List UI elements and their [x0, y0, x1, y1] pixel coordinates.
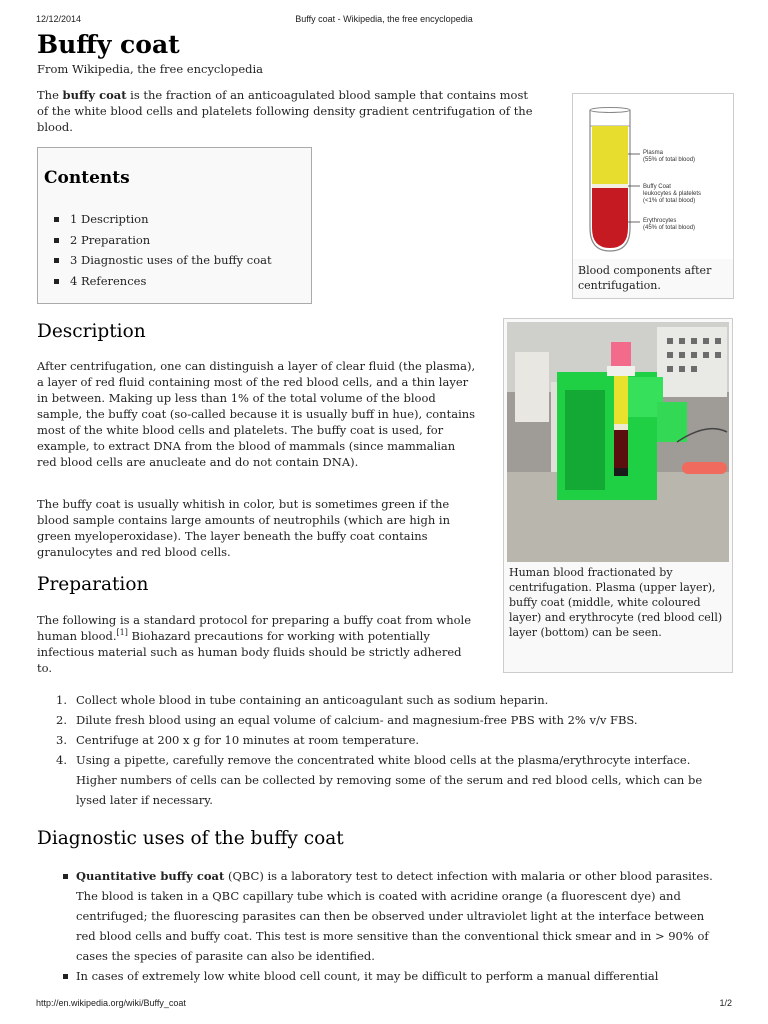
- label-plasma-pct: (55% of total blood): [643, 157, 696, 163]
- reference-link[interactable]: [1]: [116, 628, 128, 637]
- preparation-steps: [37, 690, 727, 810]
- label-buffy-desc: leukocytes & platelets: [643, 191, 702, 197]
- bullet-icon: [54, 217, 59, 222]
- label-plasma: Plasma: [643, 150, 664, 156]
- toc-item-preparation[interactable]: 2 Preparation: [52, 230, 272, 251]
- bullet-icon: [54, 238, 59, 243]
- print-page-number: 1/2: [719, 998, 732, 1008]
- toc-item-description[interactable]: 1 Description: [52, 209, 272, 230]
- list-item: Quantitative buffy coat (QBC) is a laboratory test to detect infection with malaria or other blood parasites. The blood is taken in a QBC capillary tube which is coated with acridine orange (a fluorescent dye) and centrifuged; the fluorescing parasites can then be observed under ultraviolet light at the interface between red blood cells and buffy coat. This test is more sensitive than the conventional thick smear and in > 90% of cases the species of parasite can also be identified.: [37, 866, 727, 966]
- figure-caption: Blood components after centrifugation.: [578, 264, 712, 292]
- label-buffy: Buffy Coat: [643, 184, 671, 190]
- diagnostic-uses-list: [37, 866, 727, 986]
- bullet-icon: [63, 974, 68, 979]
- label-buffy-pct: (<1% of total blood): [643, 198, 696, 204]
- print-date: 12/12/2014: [36, 14, 82, 24]
- list-item: In cases of extremely low white blood cell count, it may be difficult to perform a manual differential: [37, 966, 727, 986]
- heading-preparation: Preparation: [37, 574, 149, 595]
- description-paragraph: After centrifugation, one can distinguish a layer of clear fluid (the plasma), a layer of red fluid containing most of the red blood cells, and a thin layer in between. Making up less than 1% of the total volume of the blood sample, the buffy coat (so-called because it is usually buff in hue), contains most of the white blood cells and platelets. The buffy coat is used, for example, to extract DNA from the blood of mammals (since mammalian red blood cells are anucleate and do not contain DNA).: [37, 359, 476, 469]
- list-item: 3. Centrifuge at 200 x g for 10 minutes at room temperature.: [56, 733, 420, 747]
- toc-item-references[interactable]: 4 References: [52, 271, 272, 292]
- heading-diagnostic-uses: Diagnostic uses of the buffy coat: [37, 828, 344, 849]
- page-title: Buffy coat: [37, 30, 180, 59]
- lead-paragraph: The buffy coat is the fraction of an anticoagulated blood sample that contains most of the white blood cells and platelets following density gradient centrifugation of the blood.: [37, 88, 533, 134]
- figure-fractionated-blood: [503, 318, 733, 673]
- list-item: 1. Collect whole blood in tube containing an anticoagulant such as sodium heparin.: [56, 693, 549, 707]
- list-item: 4. Using a pipette, carefully remove the concentrated white blood cells at the plasma/erythrocyte interface. Higher numbers of cells can be collected by removing some of the serum and red blood cells, which can be lysed later if necessary.: [56, 753, 703, 807]
- article: [37, 30, 733, 983]
- toc-list: [52, 209, 272, 291]
- tagline: From Wikipedia, the free encyclopedia: [37, 62, 264, 76]
- bullet-icon: [54, 258, 59, 263]
- figure-blood-components: [572, 93, 734, 299]
- fractionated-blood-photo: [507, 322, 729, 562]
- toc-item-diagnostic-uses[interactable]: 3 Diagnostic uses of the buffy coat: [52, 250, 272, 271]
- description-paragraph: The buffy coat is usually whitish in color, but is sometimes green if the blood sample contains large amounts of neutrophils (which are high in green myeloperoxidase). The layer beneath the buffy coat contains granulocytes and red blood cells.: [37, 497, 450, 559]
- bullet-icon: [63, 874, 68, 879]
- label-erythrocytes: Erythrocytes: [643, 218, 677, 224]
- toc-title: Contents: [44, 168, 130, 188]
- lead-term: buffy coat: [62, 88, 127, 102]
- blood-tube-diagram: [573, 94, 733, 259]
- table-of-contents: [37, 147, 312, 304]
- list-item: 2. Dilute fresh blood using an equal volume of calcium- and magnesium-free PBS with 2% v/v FBS.: [56, 713, 638, 727]
- heading-description: Description: [37, 321, 146, 342]
- print-url: http://en.wikipedia.org/wiki/Buffy_coat: [36, 998, 186, 1008]
- print-page-title: Buffy coat - Wikipedia, the free encyclopedia: [295, 14, 473, 24]
- bullet-icon: [54, 279, 59, 284]
- figure-caption: Human blood fractionated by centrifugation. Plasma (upper layer), buffy coat (middle, white coloured layer) and erythrocyte (red blood cell) layer (bottom) can be seen.: [509, 566, 723, 639]
- label-erythrocytes-pct: (45% of total blood): [643, 225, 696, 231]
- preparation-intro: The following is a standard protocol for preparing a buffy coat from whole human blood.[1] Biohazard precautions for working with potentially infectious material such as human body fluids should be strictly adhered to.: [37, 613, 472, 675]
